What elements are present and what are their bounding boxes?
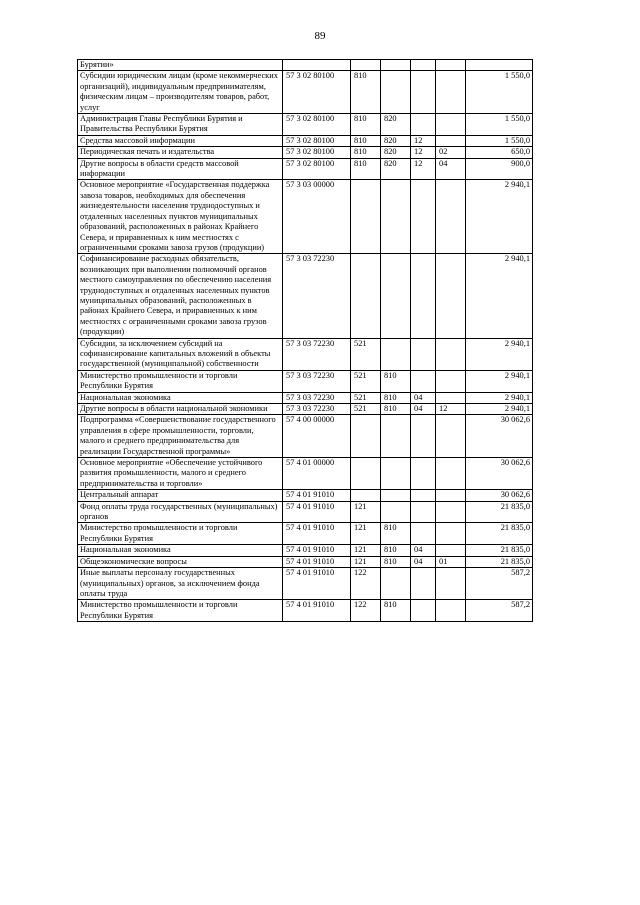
cell-admin-code: 820 bbox=[381, 147, 411, 158]
cell-admin-code: 810 bbox=[381, 370, 411, 392]
table-row bbox=[78, 392, 533, 403]
cell-expense-name: Фонд оплаты труда государственных (муниципальных) органов bbox=[78, 501, 283, 523]
cell-admin-code: 810 bbox=[381, 404, 411, 415]
cell-section: 04 bbox=[411, 392, 436, 403]
cell-admin-code: 810 bbox=[381, 392, 411, 403]
cell-target-code: 57 3 02 80100 bbox=[283, 158, 351, 180]
cell-expense-type: 810 bbox=[351, 147, 381, 158]
cell-expense-type: 121 bbox=[351, 556, 381, 567]
cell-admin-code: 810 bbox=[381, 523, 411, 545]
cell-expense-name: Иные выплаты персоналу государственных (муниципальных) органов, за исключением фонда оплаты труда bbox=[78, 568, 283, 600]
cell-expense-name: Министерство промышленности и торговли Республики Бурятия bbox=[78, 600, 283, 622]
cell-section bbox=[411, 114, 436, 136]
cell-section: 12 bbox=[411, 147, 436, 158]
cell-admin-code bbox=[381, 568, 411, 600]
table-row bbox=[78, 501, 533, 523]
cell-section bbox=[411, 415, 436, 458]
table-row bbox=[78, 147, 533, 158]
cell-expense-name: Основное мероприятие «Государственная поддержка завоза товаров, необходимых для обеспечения жизнедеятельности населения труднодоступных и отдаленных населенных пунктов муниципальных образований, расположенных в районах Крайнего Севера, и приравненных к ним местностях с ограниченными сроками завоза грузов (продукции) bbox=[78, 180, 283, 254]
cell-section bbox=[411, 490, 436, 501]
cell-target-code: 57 4 01 91010 bbox=[283, 556, 351, 567]
cell-section bbox=[411, 60, 436, 71]
cell-expense-type bbox=[351, 60, 381, 71]
cell-expense-type: 810 bbox=[351, 135, 381, 146]
cell-amount: 587,2 bbox=[466, 568, 533, 600]
cell-amount: 30 062,6 bbox=[466, 458, 533, 490]
cell-amount: 21 835,0 bbox=[466, 501, 533, 523]
cell-section bbox=[411, 568, 436, 600]
cell-subsection bbox=[436, 523, 466, 545]
table-row bbox=[78, 556, 533, 567]
cell-amount: 900,0 bbox=[466, 158, 533, 180]
table-row bbox=[78, 568, 533, 600]
table-row bbox=[78, 370, 533, 392]
cell-amount: 2 940,1 bbox=[466, 404, 533, 415]
cell-admin-code bbox=[381, 501, 411, 523]
cell-expense-type bbox=[351, 180, 381, 254]
cell-target-code: 57 3 03 72230 bbox=[283, 404, 351, 415]
cell-subsection: 01 bbox=[436, 556, 466, 567]
cell-subsection: 02 bbox=[436, 147, 466, 158]
cell-admin-code: 810 bbox=[381, 545, 411, 556]
cell-expense-type: 810 bbox=[351, 114, 381, 136]
cell-expense-name: Другие вопросы в области средств массовой информации bbox=[78, 158, 283, 180]
cell-expense-type: 122 bbox=[351, 568, 381, 600]
cell-target-code: 57 3 03 72230 bbox=[283, 338, 351, 370]
table-row bbox=[78, 404, 533, 415]
cell-amount: 21 835,0 bbox=[466, 556, 533, 567]
cell-expense-type: 121 bbox=[351, 501, 381, 523]
cell-expense-name: Периодическая печать и издательства bbox=[78, 147, 283, 158]
cell-amount: 2 940,1 bbox=[466, 392, 533, 403]
cell-amount: 1 550,0 bbox=[466, 135, 533, 146]
cell-subsection bbox=[436, 545, 466, 556]
cell-section bbox=[411, 254, 436, 338]
cell-subsection bbox=[436, 458, 466, 490]
table-row bbox=[78, 254, 533, 338]
cell-expense-name: Национальная экономика bbox=[78, 545, 283, 556]
cell-target-code: 57 4 00 00000 bbox=[283, 415, 351, 458]
table-row bbox=[78, 458, 533, 490]
cell-subsection bbox=[436, 114, 466, 136]
page-number: 89 bbox=[314, 30, 326, 42]
cell-expense-type: 122 bbox=[351, 600, 381, 622]
cell-amount: 2 940,1 bbox=[466, 254, 533, 338]
cell-subsection: 04 bbox=[436, 158, 466, 180]
cell-target-code: 57 3 03 72230 bbox=[283, 392, 351, 403]
cell-subsection bbox=[436, 254, 466, 338]
cell-admin-code: 820 bbox=[381, 114, 411, 136]
cell-target-code: 57 3 03 00000 bbox=[283, 180, 351, 254]
budget-table bbox=[77, 59, 533, 622]
cell-expense-type bbox=[351, 458, 381, 490]
cell-expense-type: 521 bbox=[351, 404, 381, 415]
cell-admin-code bbox=[381, 60, 411, 71]
cell-expense-name: Субсидии, за исключением субсидий на софинансирование капитальных вложений в объекты государственной (муниципальной) собственности bbox=[78, 338, 283, 370]
cell-expense-name: Подпрограмма «Совершенствование государственного управления в сфере промышленности, торговли, малого и среднего предпринимательства для реализации Государственной программы» bbox=[78, 415, 283, 458]
cell-subsection bbox=[436, 338, 466, 370]
cell-section: 04 bbox=[411, 545, 436, 556]
cell-amount: 2 940,1 bbox=[466, 370, 533, 392]
cell-amount: 1 550,0 bbox=[466, 71, 533, 114]
cell-expense-name: Софинансирование расходных обязательств, возникающих при выполнении полномочий органов местного самоуправления по обеспечению населения труднодоступных и отдаленных населенных пунктов муниципальных образований, расположенных в районах Крайнего Севера, и приравненных к ним местностях с ограниченными сроками завоза грузов (продукции) bbox=[78, 254, 283, 338]
cell-section: 04 bbox=[411, 404, 436, 415]
cell-admin-code bbox=[381, 415, 411, 458]
cell-section bbox=[411, 501, 436, 523]
cell-amount: 587,2 bbox=[466, 600, 533, 622]
cell-section bbox=[411, 71, 436, 114]
cell-target-code: 57 4 01 91010 bbox=[283, 523, 351, 545]
table-row bbox=[78, 490, 533, 501]
cell-subsection: 12 bbox=[436, 404, 466, 415]
cell-admin-code bbox=[381, 71, 411, 114]
cell-section bbox=[411, 370, 436, 392]
cell-admin-code bbox=[381, 490, 411, 501]
cell-subsection bbox=[436, 71, 466, 114]
cell-expense-type bbox=[351, 490, 381, 501]
budget-table-body bbox=[78, 60, 533, 622]
cell-expense-name: Субсидии юридическим лицам (кроме некоммерческих организаций), индивидуальным предпринимателям, физическим лицам – производителям товаров, работ, услуг bbox=[78, 71, 283, 114]
cell-expense-type: 121 bbox=[351, 523, 381, 545]
cell-amount bbox=[466, 60, 533, 71]
cell-expense-name: Другие вопросы в области национальной экономики bbox=[78, 404, 283, 415]
cell-target-code: 57 4 01 91010 bbox=[283, 490, 351, 501]
cell-admin-code bbox=[381, 254, 411, 338]
cell-section: 04 bbox=[411, 556, 436, 567]
cell-section bbox=[411, 180, 436, 254]
cell-subsection bbox=[436, 600, 466, 622]
cell-expense-type bbox=[351, 415, 381, 458]
cell-amount: 1 550,0 bbox=[466, 114, 533, 136]
table-row bbox=[78, 415, 533, 458]
table-row bbox=[78, 180, 533, 254]
cell-target-code: 57 3 03 72230 bbox=[283, 370, 351, 392]
cell-amount: 21 835,0 bbox=[466, 545, 533, 556]
cell-target-code: 57 4 01 91010 bbox=[283, 568, 351, 600]
cell-target-code bbox=[283, 60, 351, 71]
cell-subsection bbox=[436, 392, 466, 403]
cell-expense-name: Общеэкономические вопросы bbox=[78, 556, 283, 567]
cell-admin-code bbox=[381, 458, 411, 490]
cell-expense-name: Министерство промышленности и торговли Республики Бурятия bbox=[78, 370, 283, 392]
cell-amount: 30 062,6 bbox=[466, 490, 533, 501]
cell-expense-type: 810 bbox=[351, 71, 381, 114]
cell-admin-code: 810 bbox=[381, 556, 411, 567]
cell-amount: 2 940,1 bbox=[466, 338, 533, 370]
cell-amount: 2 940,1 bbox=[466, 180, 533, 254]
cell-amount: 21 835,0 bbox=[466, 523, 533, 545]
table-row bbox=[78, 114, 533, 136]
cell-expense-type: 521 bbox=[351, 392, 381, 403]
cell-subsection bbox=[436, 135, 466, 146]
table-row bbox=[78, 60, 533, 71]
cell-amount: 650,0 bbox=[466, 147, 533, 158]
table-row bbox=[78, 158, 533, 180]
cell-target-code: 57 3 02 80100 bbox=[283, 147, 351, 158]
cell-target-code: 57 4 01 91010 bbox=[283, 501, 351, 523]
table-row bbox=[78, 523, 533, 545]
cell-expense-name: Бурятии» bbox=[78, 60, 283, 71]
cell-expense-name: Основное мероприятие «Обеспечение устойчивого развития промышленности, малого и среднего предпринимательства и торговли» bbox=[78, 458, 283, 490]
cell-admin-code: 820 bbox=[381, 135, 411, 146]
cell-admin-code: 810 bbox=[381, 600, 411, 622]
table-row bbox=[78, 71, 533, 114]
cell-expense-name: Центральный аппарат bbox=[78, 490, 283, 501]
cell-subsection bbox=[436, 60, 466, 71]
cell-target-code: 57 3 03 72230 bbox=[283, 254, 351, 338]
cell-admin-code: 820 bbox=[381, 158, 411, 180]
cell-section bbox=[411, 600, 436, 622]
cell-subsection bbox=[436, 370, 466, 392]
cell-subsection bbox=[436, 501, 466, 523]
cell-section bbox=[411, 523, 436, 545]
cell-amount: 30 062,6 bbox=[466, 415, 533, 458]
cell-expense-type: 121 bbox=[351, 545, 381, 556]
cell-expense-type: 521 bbox=[351, 338, 381, 370]
cell-target-code: 57 3 02 80100 bbox=[283, 135, 351, 146]
cell-target-code: 57 4 01 91010 bbox=[283, 600, 351, 622]
cell-section: 12 bbox=[411, 135, 436, 146]
cell-expense-type: 810 bbox=[351, 158, 381, 180]
cell-target-code: 57 3 02 80100 bbox=[283, 71, 351, 114]
cell-target-code: 57 4 01 91010 bbox=[283, 545, 351, 556]
cell-subsection bbox=[436, 568, 466, 600]
cell-section: 12 bbox=[411, 158, 436, 180]
cell-section bbox=[411, 338, 436, 370]
cell-expense-name: Национальная экономика bbox=[78, 392, 283, 403]
cell-section bbox=[411, 458, 436, 490]
cell-subsection bbox=[436, 415, 466, 458]
cell-expense-name: Администрация Главы Республики Бурятия и Правительства Республики Бурятия bbox=[78, 114, 283, 136]
cell-expense-name: Министерство промышленности и торговли Республики Бурятия bbox=[78, 523, 283, 545]
cell-expense-type bbox=[351, 254, 381, 338]
cell-expense-type: 521 bbox=[351, 370, 381, 392]
table-row bbox=[78, 545, 533, 556]
cell-admin-code bbox=[381, 180, 411, 254]
table-row bbox=[78, 135, 533, 146]
table-row bbox=[78, 338, 533, 370]
table-row bbox=[78, 600, 533, 622]
cell-admin-code bbox=[381, 338, 411, 370]
cell-subsection bbox=[436, 180, 466, 254]
cell-target-code: 57 4 01 00000 bbox=[283, 458, 351, 490]
cell-target-code: 57 3 02 80100 bbox=[283, 114, 351, 136]
cell-expense-name: Средства массовой информации bbox=[78, 135, 283, 146]
cell-subsection bbox=[436, 490, 466, 501]
